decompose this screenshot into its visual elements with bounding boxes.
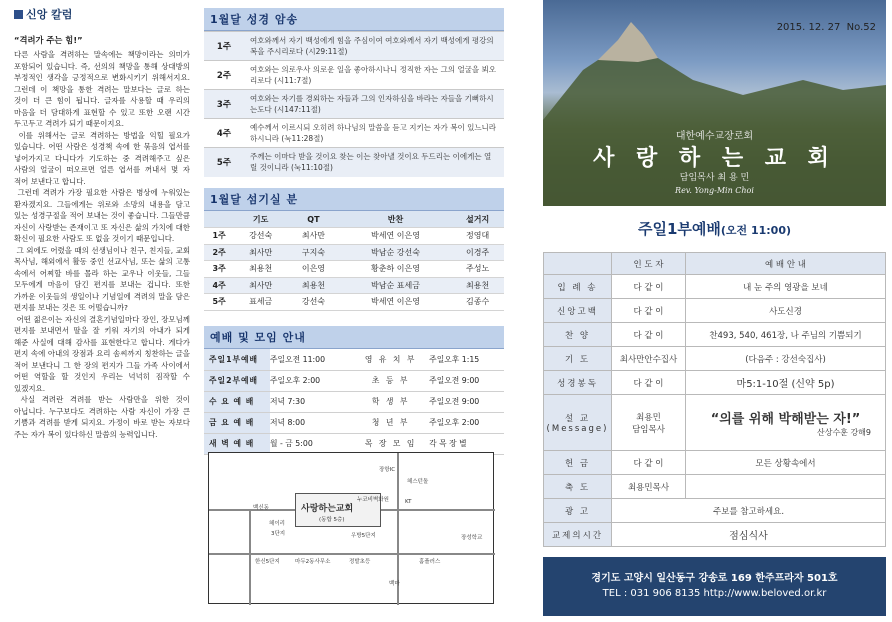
order-row <box>544 275 886 299</box>
map-label: 장항IC <box>379 467 396 473</box>
service-title: 주일1부예배(오전 11:00) <box>637 220 792 238</box>
order-header-blank <box>544 253 612 275</box>
service-time: 저녁 7:30 <box>270 391 352 412</box>
order-leader <box>612 395 686 451</box>
order-row <box>544 475 886 499</box>
order-row <box>544 499 886 523</box>
group-time: 주일오후 1:15 <box>429 349 504 370</box>
bible-row <box>204 148 504 177</box>
order-content <box>686 323 886 347</box>
duty-cell: 최용천 <box>451 277 504 294</box>
service-time: 월 - 금 5:00 <box>270 433 352 454</box>
duty-cell: 김종수 <box>451 294 504 311</box>
pastor-name: 담임목사 최 용 민 <box>679 173 750 183</box>
duty-cell: 표세금 <box>234 294 287 311</box>
order-label-text: 신앙고백 <box>557 306 598 317</box>
order-header-content: 예 배 안 내 <box>686 253 886 275</box>
order-leader <box>612 347 686 371</box>
order-label-text: 입 례 송 <box>557 282 598 293</box>
order-row <box>544 323 886 347</box>
column-faith <box>0 0 198 622</box>
order-label <box>544 299 612 323</box>
order-header-row <box>544 253 886 275</box>
map-label: 우방5단지 <box>351 533 376 539</box>
order-table <box>543 252 886 547</box>
order-leader-sub: 담임목사 <box>632 424 665 435</box>
map-label: 백마 <box>389 581 400 587</box>
map-road <box>209 553 495 555</box>
order-content-text: 내 눈 주의 영광을 보네 <box>743 282 828 293</box>
duty-cell: 이경주 <box>451 244 504 261</box>
map-label: 홈플러스 <box>419 559 441 565</box>
duty-row <box>204 261 504 278</box>
order-content-text: 모든 상황속에서 <box>755 458 816 469</box>
schedule-row <box>204 433 504 454</box>
duty-cell: 구지숙 <box>287 244 340 261</box>
order-label-text: 광 고 <box>564 506 591 517</box>
verse-text: 주께는 이마다 받을 것이요 찾는 이는 찾아낼 것이요 두드리는 이에게는 열릴 것이니라 (눅11:10절) <box>244 148 504 177</box>
order-label-text: 설 교 <box>564 413 591 424</box>
duty-row <box>204 277 504 294</box>
schedule-row <box>204 391 504 412</box>
schedule-row <box>204 412 504 433</box>
church-name: 사 랑 하 는 교 회 <box>593 146 836 171</box>
order-leader <box>612 275 686 299</box>
group-name: 학 생 부 <box>352 391 429 412</box>
duty-cell: 황춘하 이은영 <box>340 261 451 278</box>
denomination: 대한예수교장로회 <box>675 131 754 142</box>
service-name: 금 요 예 배 <box>204 412 270 433</box>
order-leader-text: 다 같 이 <box>633 458 664 469</box>
schedule-section <box>204 326 504 455</box>
order-leader-text: 다 같 이 <box>633 282 664 293</box>
order-content <box>686 451 886 475</box>
order-leader <box>612 475 686 499</box>
schedule-row <box>204 370 504 391</box>
map-label: 누코비벽화원 <box>357 497 389 503</box>
group-time: 주일오전 9:00 <box>429 391 504 412</box>
duty-cell: 정영대 <box>451 228 504 245</box>
duty-heading: 1월달 섬기실 분 <box>204 188 504 211</box>
duty-cell: 박세연 이은영 <box>340 294 451 311</box>
group-time: 주일오후 2:00 <box>429 412 504 433</box>
order-label-text: 헌 금 <box>564 458 591 469</box>
map-label: 장성학교 <box>461 535 483 541</box>
order-leader <box>612 299 686 323</box>
bible-row <box>204 90 504 119</box>
order-leader-text: 최용민 <box>636 412 661 423</box>
order-header-leader: 인 도 자 <box>612 253 686 275</box>
order-content-text: (다음주 : 강선숙집사) <box>745 354 826 365</box>
duty-col-header <box>204 211 234 228</box>
column-title: “격려가 주는 힘!” <box>14 35 83 45</box>
order-row <box>544 299 886 323</box>
duty-cell: 4주 <box>204 277 234 294</box>
duty-cell: 강선숙 <box>234 228 287 245</box>
group-name: 초 등 부 <box>352 370 429 391</box>
duty-col-header: 기도 <box>234 211 287 228</box>
service-time: 주일오후 2:00 <box>270 370 352 391</box>
group-name: 영 유 치 부 <box>352 349 429 370</box>
order-leader-text: 다 같 이 <box>633 306 664 317</box>
order-label <box>544 475 612 499</box>
order-leader <box>612 451 686 475</box>
order-label-text: 성경봉독 <box>557 378 598 389</box>
duty-row <box>204 228 504 245</box>
map-label: 사랑하는교회 <box>301 504 354 514</box>
duty-section <box>204 188 504 311</box>
order-label <box>544 451 612 475</box>
order-leader-text: 다 같 이 <box>633 378 664 389</box>
order-content <box>686 275 886 299</box>
schedule-table <box>204 349 504 455</box>
schedule-heading: 예배 및 모임 안내 <box>204 326 504 349</box>
duty-cell: 최사만 <box>287 228 340 245</box>
service-name: 수 요 예 배 <box>204 391 270 412</box>
week-label: 3주 <box>204 90 244 119</box>
verse-text: 여호와는 의로우사 의로운 일을 좋아하시나니 정직한 자는 그의 얼굴을 뵈오리로다 (시11:7절) <box>244 61 504 90</box>
map-label: 백신동 <box>253 505 269 511</box>
bible-heading: 1월달 성경 암송 <box>204 8 504 31</box>
column-middle <box>204 0 504 622</box>
order-content <box>686 475 886 499</box>
bible-row <box>204 119 504 148</box>
service-time: 저녁 8:00 <box>270 412 352 433</box>
order-content-text: 찬493, 540, 461장, 나 주님의 기쁨되기 <box>709 330 862 341</box>
order-row <box>544 395 886 451</box>
order-leader <box>612 323 686 347</box>
week-label: 2주 <box>204 61 244 90</box>
order-content <box>686 347 886 371</box>
square-icon <box>14 10 23 19</box>
map-road <box>249 509 251 605</box>
duty-cell: 2주 <box>204 244 234 261</box>
order-leader-text: 최사만안수집사 <box>619 354 678 365</box>
order-label-text: 기 도 <box>564 354 591 365</box>
order-label <box>544 499 612 523</box>
map-label: 한신5단지 <box>255 559 280 565</box>
column-cover <box>543 0 886 622</box>
order-row <box>544 371 886 395</box>
duty-cell: 이은영 <box>287 261 340 278</box>
order-leader-text: 최용민목사 <box>627 482 670 493</box>
order-label <box>544 371 612 395</box>
bible-table <box>204 31 504 177</box>
map-label: (동합 5층) <box>319 517 345 523</box>
duty-cell: 최용천 <box>287 277 340 294</box>
cover-image <box>543 0 886 206</box>
duty-cell: 최용천 <box>234 261 287 278</box>
service-name: 새 벽 예 배 <box>204 433 270 454</box>
schedule-row <box>204 349 504 370</box>
week-label: 1주 <box>204 32 244 61</box>
verse-text: 예수께서 이르시되 오히려 하나님의 말씀을 듣고 지키는 자가 복이 있느니라 하시니라 (눅11:28절) <box>244 119 504 148</box>
issue-date: 2015. 12. 27 No.52 <box>776 22 876 33</box>
duty-cell: 최사만 <box>234 277 287 294</box>
bible-section <box>204 8 504 177</box>
duty-cell: 5주 <box>204 294 234 311</box>
order-content: 주보를 참고하세요. <box>612 499 886 523</box>
duty-cell: 박남순 표세금 <box>340 277 451 294</box>
order-leader <box>612 371 686 395</box>
week-label: 5주 <box>204 148 244 177</box>
order-label-sub: (Message) <box>546 423 609 434</box>
verse-text: 여호와는 자기를 경외하는 자들과 그의 인자하심을 바라는 자들을 기뻐하시는도다 (시147:11절) <box>244 90 504 119</box>
order-row <box>544 347 886 371</box>
address: 경기도 고양시 일산동구 강송로 169 한주프라자 501호 <box>591 573 838 584</box>
order-label <box>544 323 612 347</box>
order-label <box>544 275 612 299</box>
duty-cell: 박남순 강선숙 <box>340 244 451 261</box>
order-label-text: 교제의시간 <box>551 530 604 541</box>
duty-cell: 박세연 이은영 <box>340 228 451 245</box>
order-content-text: “의를 위해 박해받는 자!” <box>710 411 861 427</box>
contact: TEL : 031 906 8135 http://www.beloved.or.kr <box>602 588 827 599</box>
order-label-text: 찬 양 <box>564 330 591 341</box>
order-label-text: 축 도 <box>564 482 591 493</box>
order-content <box>686 395 886 451</box>
duty-row <box>204 244 504 261</box>
duty-row <box>204 294 504 311</box>
group-name: 목 장 모 임 <box>352 433 429 454</box>
duty-cell: 1주 <box>204 228 234 245</box>
map-label: 정발초등 <box>349 559 371 565</box>
service-name: 주일2부예배 <box>204 370 270 391</box>
duty-col-header: QT <box>287 211 340 228</box>
map-label: 헤스턴돌 <box>407 479 429 485</box>
order-row <box>544 451 886 475</box>
service-time: 주일오전 11:00 <box>270 349 352 370</box>
week-label: 4주 <box>204 119 244 148</box>
order-row <box>544 523 886 547</box>
duty-col-header: 반찬 <box>340 211 451 228</box>
pastor-name-en: Rev. Yong-Min Choi <box>675 186 754 195</box>
order-label <box>544 347 612 371</box>
column-heading: 신앙 칼럼 <box>14 6 190 22</box>
order-content-text: 사도신경 <box>769 306 802 317</box>
location-map <box>208 452 494 604</box>
map-label: 3단지 <box>271 531 286 537</box>
bible-row <box>204 61 504 90</box>
order-label <box>544 523 612 547</box>
bible-row <box>204 32 504 61</box>
order-content <box>686 371 886 395</box>
duty-table <box>204 211 504 311</box>
verse-text: 여호와께서 자기 백성에게 힘을 주심이여 여호와께서 자기 백성에게 평강의 복을 주시리로다 (시29:11절) <box>244 32 504 61</box>
order-leader-text: 다 같 이 <box>633 330 664 341</box>
map-label: 헤이리 <box>269 521 285 527</box>
group-time: 주일오전 9:00 <box>429 370 504 391</box>
order-content: 점심식사 <box>612 523 886 547</box>
column-body: 다른 사람을 격려하는 말속에는 책망이라는 의미가 포함되어 있습니다. 즉, 선의의 책망을 통해 상대방의 부정적인 생각을 긍정적으로 변화시키기 위해서지요. 그런데 이 책망을 통한 격려는 말보다는 글로 하는 것이 더 큰 힘이 됩니다. 글자를 사용할 때 우리의 마음을 더 담대하게 표현할 수 있고 또한 오랜 시간 두고두고 격려가 되기 때문이지요. 이를 위해서는 글로 격려하는 방법을 익힐 필요가 있습니다. 어떤 사람은 성경책 속에 한 묶음의 엽서를 넣어가지고 다니다가 기도하는 중 격려해주고 싶은 사람의 얼굴이 떠오르면 얼른 엽서를 꺼내서 몇 자 적어 보낸다고 합니다. 그런데 격려가 가장 필요한 사람은 병상에 누워있는 환자겠지요. 그들에게는 위로와 소망의 내용을 담고 있는 성경구절을 적어 보내는 것이 좋습니다. 그들만큼 자신이 사랑받는 존재이고 또 자신은 삶의 가치에 대한 확신이 필요한 사람도 또 없을 것이기 때문입니다. 그 외에도 어렸을 때의 선생님이나 친구, 친지들, 교회 목사님, 해외에서 활동 중인 선교사님, 또는 삶의 고통 속에서 어찌할 바를 몰라 하는 교우나 이웃들, 그들 모두에게 마음이 담긴 편지를 보내는 겁니다. 또한 가까운 이웃들의 생일이나 기념일에 격려의 말을 담은 편지를 보내는 것은 또 어떨습니까? 어떤 젊은이는 자신의 결혼기념일마다 장인, 장모님께 편지를 보내면서 딸을 잘 키워 자기의 아내가 되게 해준 사실에 대해 감사를 표현한다고 합니다. 게다가 편지 속에 아내의 장점과 요리 솜씨까지 칭찬하는 글을 적어 보낸다니 그 한 장의 편지가 그들 가족 사이에서 어떤 역할을 할 것인지 우리는 넉넉히 짐작할 수 있겠지요. 사실 격려란 격려를 받는 사람만을 위한 것이 아닙니다. 누구보다도 격려하는 사람 자신이 가장 큰 기쁨과 격려를 받게 되지요. 가정이 바로 받는 자보다 주는 자가 복이 있다하신 말씀의 능력입니다. <box>14 50 191 439</box>
group-time: 각 목 장 별 <box>429 433 504 454</box>
order-content-sub: 산상수훈 강해9 <box>816 427 871 437</box>
footer <box>543 557 886 616</box>
duty-cell: 최사만 <box>234 244 287 261</box>
duty-cell: 주성노 <box>451 261 504 278</box>
group-name: 청 년 부 <box>352 412 429 433</box>
duty-col-header: 설거지 <box>451 211 504 228</box>
order-label <box>544 395 612 451</box>
map-label: 마두2동사무소 <box>295 559 331 565</box>
service-name: 주일1부예배 <box>204 349 270 370</box>
order-content-text: 마5:1-10절 (신약 5p) <box>736 379 835 390</box>
map-label: KT <box>405 499 412 505</box>
order-content <box>686 299 886 323</box>
duty-cell: 강선숙 <box>287 294 340 311</box>
duty-cell: 3주 <box>204 261 234 278</box>
